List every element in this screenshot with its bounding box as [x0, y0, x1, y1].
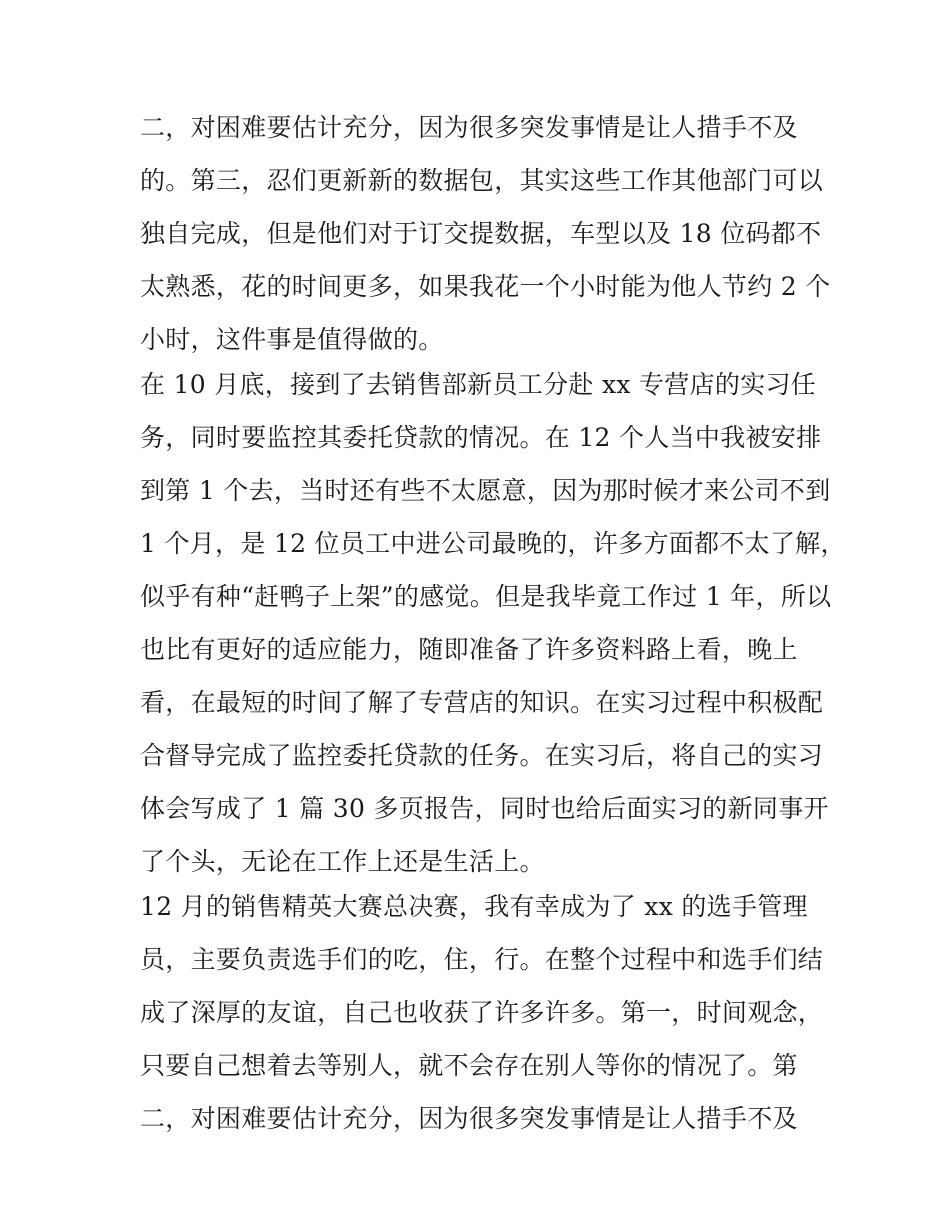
text-line: 也比有更好的适应能力，随即准备了许多资料路上看，晚上: [140, 635, 798, 664]
text-line: 看，在最短的时间了解了专营店的知识。在实习过程中积极配: [140, 688, 824, 717]
text-line: 合督导完成了监控委托贷款的任务。在实习后，将自己的实习: [140, 741, 824, 770]
text-line: 体会写成了 1 篇 30 多页报告，同时也给后面实习的新同事开: [140, 794, 829, 823]
text-line: 在 10 月底，接到了去销售部新员工分赴 xx 专营店的实习任: [140, 370, 817, 399]
text-line: 二，对困难要估计充分，因为很多突发事情是让人措手不及: [140, 1104, 798, 1133]
text-line: 12 月的销售精英大赛总决赛，我有幸成为了 xx 的选手管理: [140, 892, 808, 921]
text-line: 独自完成，但是他们对于订交提数据，车型以及 18 位码都不: [140, 219, 822, 248]
text-line: 务，同时要监控其委托贷款的情况。在 12 个人当中我被安排: [140, 423, 822, 452]
text-line: 只要自己想着去等别人，就不会存在别人等你的情况了。第: [140, 1051, 798, 1080]
text-line: 到第 1 个去，当时还有些不太愿意，因为那时候才来公司不到: [140, 476, 831, 505]
text-line: 似乎有种“赶鸭子上架”的感觉。但是我毕竟工作过 1 年，所以: [140, 582, 832, 611]
text-line: 的。第三，忍们更新新的数据包，其实这些工作其他部门可以: [140, 166, 824, 195]
text-line: 成了深厚的友谊，自己也收获了许多许多。第一，时间观念，: [140, 998, 824, 1027]
text-line: 了个头，无论在工作上还是生活上。: [140, 847, 545, 876]
text-line: 二，对困难要估计充分，因为很多突发事情是让人措手不及: [140, 113, 798, 142]
text-line: 员，主要负责选手们的吃，住，行。在整个过程中和选手们结: [140, 945, 824, 974]
text-line: 小时，这件事是值得做的。: [140, 325, 444, 354]
text-line: 太熟悉，花的时间更多，如果我花一个小时能为他人节约 2 个: [140, 272, 831, 301]
text-line: 1 个月，是 12 位员工中进公司最晚的，许多方面都不太了解，: [140, 529, 846, 558]
